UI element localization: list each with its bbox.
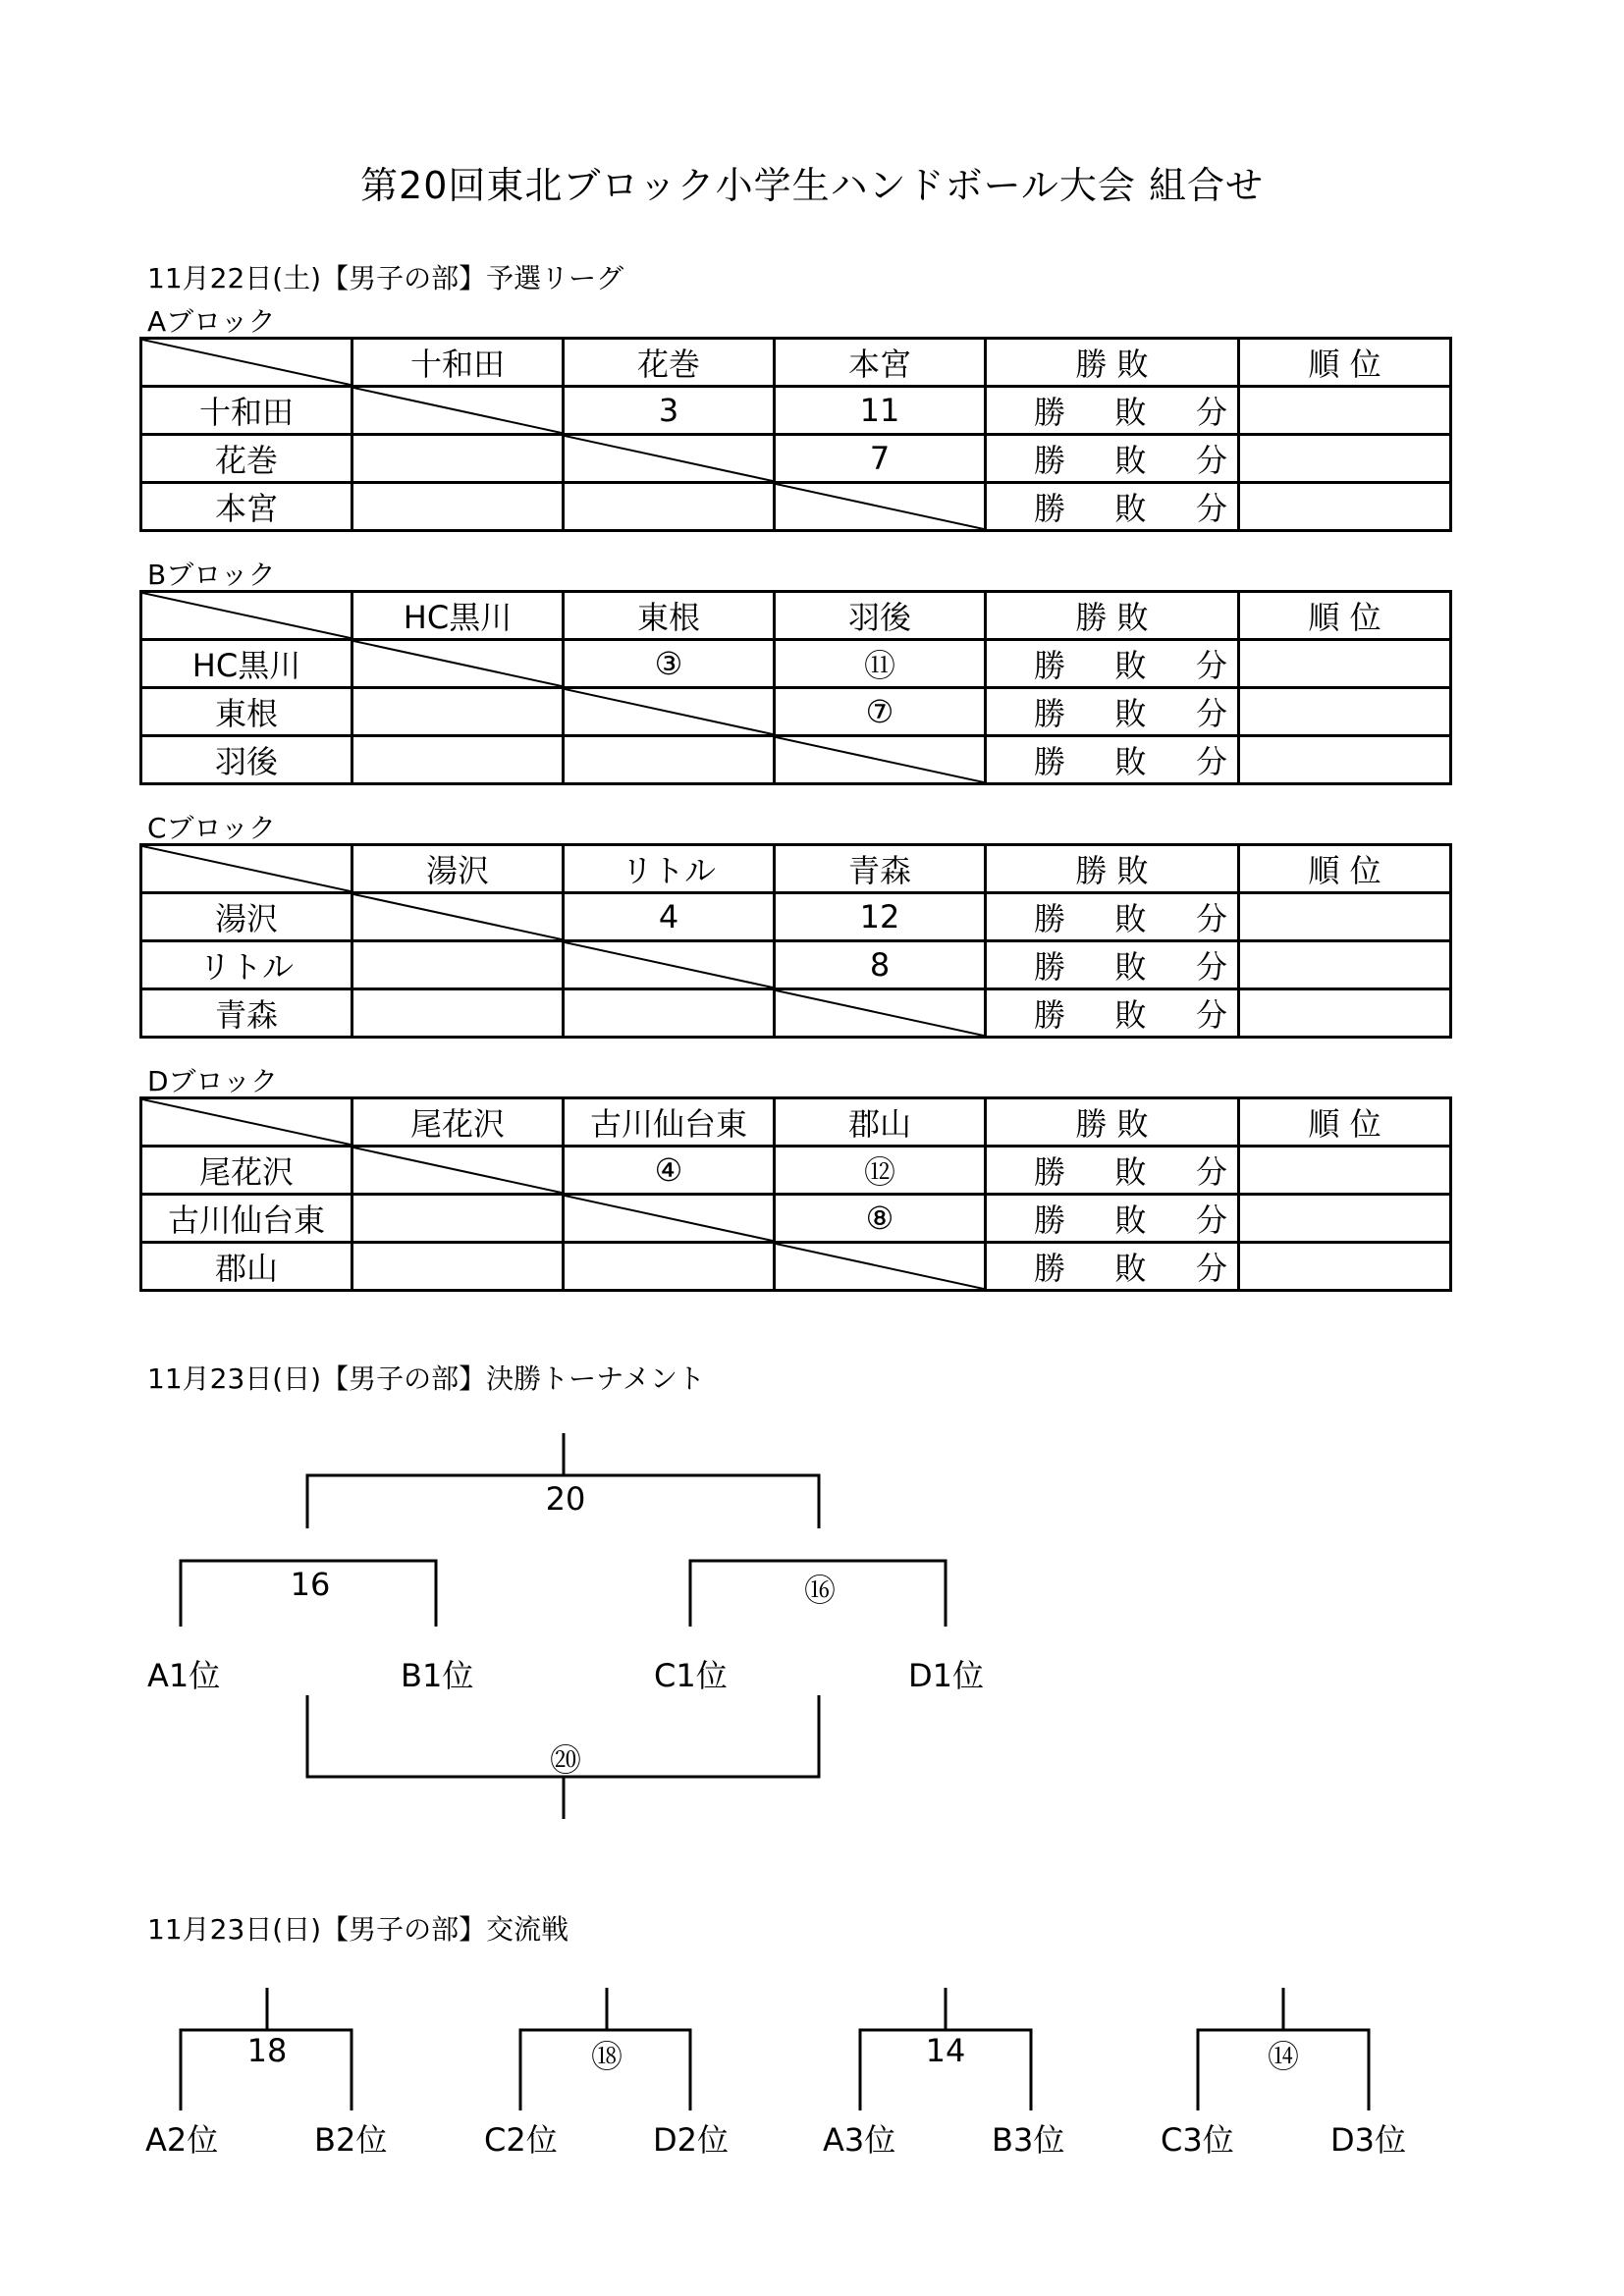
exchange-team-label: C2位 bbox=[484, 2121, 558, 2159]
block-label-c: Cブロック bbox=[147, 812, 276, 844]
match-number: ⑧ bbox=[775, 1195, 986, 1243]
row-team: 花巻 bbox=[141, 435, 352, 483]
match-number: ⑪ bbox=[775, 640, 986, 688]
column-team: 十和田 bbox=[352, 339, 564, 387]
column-team: 尾花沢 bbox=[352, 1098, 564, 1147]
seed-label: B1位 bbox=[401, 1657, 474, 1694]
column-team: 本宮 bbox=[775, 339, 986, 387]
match-number: ⑦ bbox=[775, 688, 986, 736]
exchange-team-label: C3位 bbox=[1161, 2121, 1234, 2159]
loss-label: 敗 bbox=[1114, 442, 1147, 479]
match-number: 8 bbox=[775, 941, 986, 989]
exchange-team-label: D2位 bbox=[653, 2121, 730, 2159]
draw-label: 分 bbox=[1195, 647, 1227, 684]
block-label-a: Aブロック bbox=[147, 305, 276, 338]
loss-label: 敗 bbox=[1114, 695, 1147, 732]
exchange-match-number: ⑭ bbox=[1267, 2038, 1300, 2075]
row-team: 尾花沢 bbox=[141, 1147, 352, 1195]
win-label: 勝 bbox=[1034, 490, 1066, 527]
row-team: 青森 bbox=[141, 989, 352, 1038]
page-title: 第20回東北ブロック小学生ハンドボール大会 組合せ bbox=[360, 164, 1264, 207]
column-team: リトル bbox=[564, 845, 775, 893]
match-number: 4 bbox=[564, 893, 775, 941]
exchange-match-number: 18 bbox=[246, 2032, 288, 2069]
win-label: 勝 bbox=[1034, 394, 1066, 431]
win-label: 勝 bbox=[1034, 900, 1066, 937]
loss-label: 敗 bbox=[1114, 743, 1147, 780]
result-header: 勝 敗 bbox=[986, 339, 1239, 387]
match-number: ④ bbox=[564, 1147, 775, 1195]
rank-header: 順 位 bbox=[1239, 592, 1451, 640]
draw-label: 分 bbox=[1195, 394, 1227, 431]
exchange-heading: 11月23日(日)【男子の部】交流戦 bbox=[147, 1913, 569, 1946]
draw-label: 分 bbox=[1195, 1153, 1227, 1191]
draw-label: 分 bbox=[1195, 1201, 1227, 1239]
match-number: 12 bbox=[775, 893, 986, 941]
column-team: 東根 bbox=[564, 592, 775, 640]
draw-label: 分 bbox=[1195, 900, 1227, 937]
tournament-heading: 11月23日(日)【男子の部】決勝トーナメント bbox=[147, 1362, 705, 1395]
loss-label: 敗 bbox=[1114, 1153, 1147, 1191]
win-label: 勝 bbox=[1034, 948, 1066, 986]
loss-label: 敗 bbox=[1114, 647, 1147, 684]
row-team: リトル bbox=[141, 941, 352, 989]
seed-label: D1位 bbox=[908, 1657, 985, 1694]
draw-label: 分 bbox=[1195, 442, 1227, 479]
seed-label: C1位 bbox=[654, 1657, 728, 1694]
match-number: 11 bbox=[775, 387, 986, 435]
row-team: 郡山 bbox=[141, 1243, 352, 1291]
column-team: 花巻 bbox=[564, 339, 775, 387]
result-header: 勝 敗 bbox=[986, 845, 1239, 893]
third-place-match-number: ⑳ bbox=[549, 1741, 582, 1779]
exchange-team-label: D3位 bbox=[1330, 2121, 1407, 2159]
loss-label: 敗 bbox=[1114, 996, 1147, 1034]
match-number: 7 bbox=[775, 435, 986, 483]
loss-label: 敗 bbox=[1114, 1250, 1147, 1287]
loss-label: 敗 bbox=[1114, 1201, 1147, 1239]
loss-label: 敗 bbox=[1114, 394, 1147, 431]
loss-label: 敗 bbox=[1114, 900, 1147, 937]
result-header: 勝 敗 bbox=[986, 1098, 1239, 1147]
loss-label: 敗 bbox=[1114, 948, 1147, 986]
row-team: 東根 bbox=[141, 688, 352, 736]
row-team: 湯沢 bbox=[141, 893, 352, 941]
column-team: 古川仙台東 bbox=[564, 1098, 775, 1147]
column-team: 羽後 bbox=[775, 592, 986, 640]
match-number: ③ bbox=[564, 640, 775, 688]
column-team: 青森 bbox=[775, 845, 986, 893]
block-label-d: Dブロック bbox=[147, 1065, 279, 1097]
exchange-match-number: ⑱ bbox=[590, 2038, 623, 2075]
exchange-team-label: B2位 bbox=[314, 2121, 388, 2159]
win-label: 勝 bbox=[1034, 442, 1066, 479]
result-header: 勝 敗 bbox=[986, 592, 1239, 640]
seed-label: A1位 bbox=[147, 1657, 221, 1694]
rank-header: 順 位 bbox=[1239, 1098, 1451, 1147]
exchange-team-label: A3位 bbox=[823, 2121, 896, 2159]
match-number: 3 bbox=[564, 387, 775, 435]
row-team: 十和田 bbox=[141, 387, 352, 435]
exchange-match-number: 14 bbox=[925, 2032, 966, 2069]
match-number: ⑫ bbox=[775, 1147, 986, 1195]
rank-header: 順 位 bbox=[1239, 339, 1451, 387]
semifinal-match-number: 16 bbox=[290, 1566, 331, 1603]
rank-header: 順 位 bbox=[1239, 845, 1451, 893]
win-label: 勝 bbox=[1034, 996, 1066, 1034]
column-team: 郡山 bbox=[775, 1098, 986, 1147]
row-team: 羽後 bbox=[141, 736, 352, 784]
win-label: 勝 bbox=[1034, 695, 1066, 732]
semifinal-match-number: ⑯ bbox=[803, 1572, 837, 1609]
draw-label: 分 bbox=[1195, 1250, 1227, 1287]
win-label: 勝 bbox=[1034, 1201, 1066, 1239]
win-label: 勝 bbox=[1034, 743, 1066, 780]
league-heading: 11月22日(土)【男子の部】予選リーグ bbox=[147, 262, 624, 294]
row-team: 本宮 bbox=[141, 483, 352, 531]
loss-label: 敗 bbox=[1114, 490, 1147, 527]
column-team: HC黒川 bbox=[352, 592, 564, 640]
draw-label: 分 bbox=[1195, 490, 1227, 527]
draw-label: 分 bbox=[1195, 948, 1227, 986]
draw-label: 分 bbox=[1195, 695, 1227, 732]
win-label: 勝 bbox=[1034, 1153, 1066, 1191]
exchange-team-label: A2位 bbox=[145, 2121, 219, 2159]
final-match-number: 20 bbox=[545, 1480, 586, 1518]
win-label: 勝 bbox=[1034, 647, 1066, 684]
column-team: 湯沢 bbox=[352, 845, 564, 893]
block-label-b: Bブロック bbox=[147, 559, 276, 591]
row-team: HC黒川 bbox=[141, 640, 352, 688]
draw-label: 分 bbox=[1195, 743, 1227, 780]
row-team: 古川仙台東 bbox=[141, 1195, 352, 1243]
win-label: 勝 bbox=[1034, 1250, 1066, 1287]
exchange-team-label: B3位 bbox=[992, 2121, 1065, 2159]
draw-label: 分 bbox=[1195, 996, 1227, 1034]
